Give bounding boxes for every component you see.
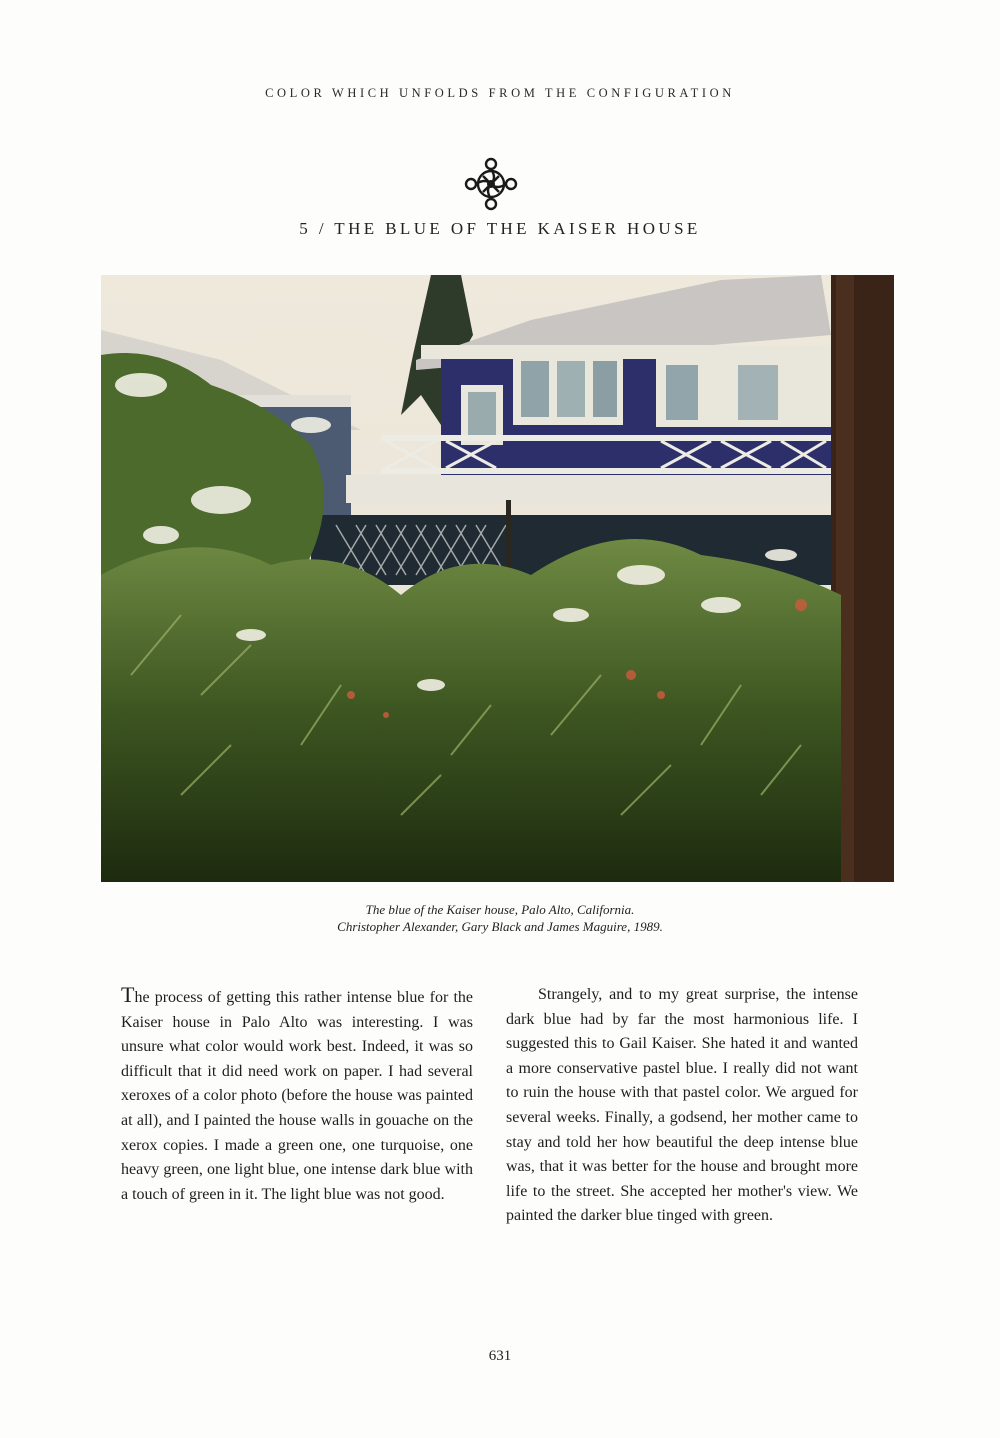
caption-line-1: The blue of the Kaiser house, Palo Alto, California.	[365, 902, 635, 917]
running-head: COLOR WHICH UNFOLDS FROM THE CONFIGURATION	[265, 86, 735, 100]
body-column-right	[506, 983, 858, 1229]
drop-cap: T	[121, 982, 135, 1007]
right-paragraph: Strangely, and to my great surprise, the intense dark blue had by far the most harmonious life. I suggested this to Gail Kaiser. She hated it and wanted a more conservative pastel blue. I really did not want to ruin the house with that pastel color. We argued for several weeks. Finally, a godsend, her mother came to stay and told her how beautiful the deep intense blue was, that it was better for the house and brought more life to the street. She accepted her mother's view. We painted the darker blue tinged with green.	[506, 986, 858, 1225]
page-number: 631	[488, 1348, 512, 1364]
left-paragraph: he process of getting this rather intense blue for the Kaiser house in Palo Alto was interesting. I was unsure what color would work best. Indeed, it was so difficult that it did need work on paper. I had several xeroxes of a color photo (before the house was painted at all), and I painted the house walls in gouache on the xerox copies. I made a green one, one turquoise, one heavy green, one light blue, one intense dark blue with a touch of green in it. The light blue was not good.	[121, 989, 473, 1203]
caption-line-2: Christopher Alexander, Gary Black and James Maguire, 1989.	[337, 919, 663, 934]
celtic-knot-icon	[464, 156, 518, 212]
chapter-title: 5 / THE BLUE OF THE KAISER HOUSE	[299, 219, 701, 238]
kaiser-house-photo	[101, 275, 894, 882]
photo-caption	[0, 901, 1000, 935]
body-column-left	[121, 983, 473, 1207]
